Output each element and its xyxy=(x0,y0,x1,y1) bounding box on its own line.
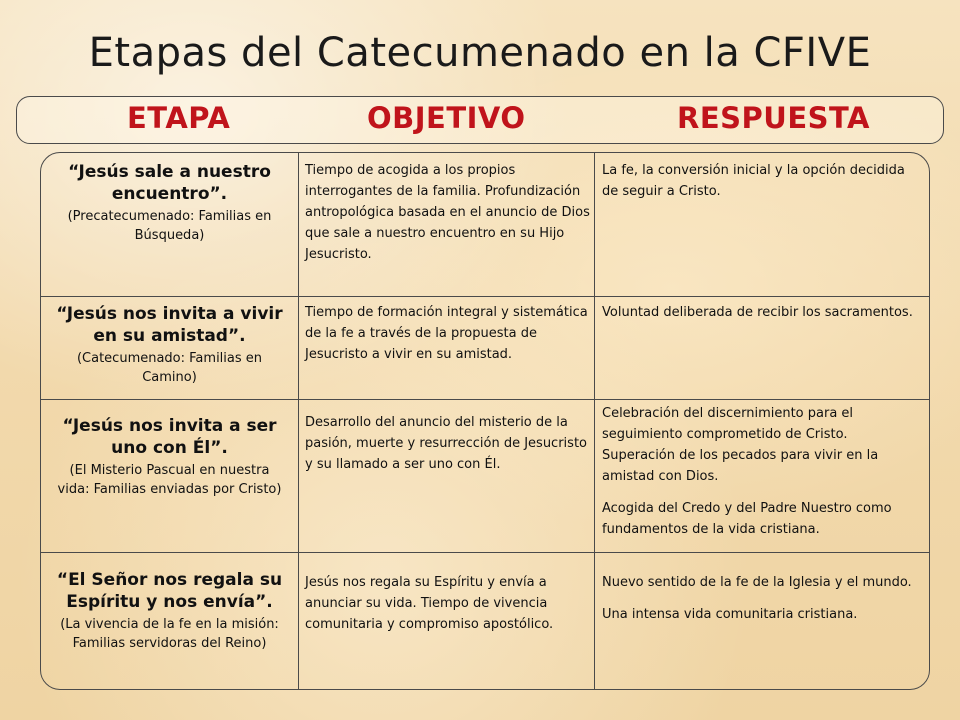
respuesta-cell xyxy=(602,302,922,323)
column-divider xyxy=(298,153,299,689)
header-objetivo: OBJETIVO xyxy=(367,101,526,135)
respuesta-text: Acogida del Credo y del Padre Nuestro como fundamentos de la vida cristiana. xyxy=(602,501,892,537)
objetivo-cell xyxy=(305,572,590,635)
row-divider xyxy=(41,552,929,553)
row-divider xyxy=(41,399,929,400)
objetivo-cell xyxy=(305,302,590,365)
etapa-cell xyxy=(41,569,298,653)
respuesta-cell xyxy=(602,160,922,202)
etapa-cell xyxy=(41,161,298,245)
respuesta-text: Nuevo sentido de la fe de la Iglesia y el mundo. xyxy=(602,575,912,590)
etapa-title: “Jesús nos invita a vivir en su amistad”. xyxy=(56,304,283,346)
respuesta-text: La fe, la conversión inicial y la opción decidida de seguir a Cristo. xyxy=(602,163,905,199)
respuesta-text: Una intensa vida comunitaria cristiana. xyxy=(602,607,858,622)
respuesta-cell xyxy=(602,403,922,540)
etapa-title: “Jesús sale a nuestro encuentro”. xyxy=(68,162,271,204)
respuesta-text: Celebración del discernimiento para el seguimiento comprometido de Cristo. Superación de los pecados para vivir en la amistad con Dios. xyxy=(602,406,879,484)
objetivo-text: Tiempo de formación integral y sistemática de la fe a través de la propuesta de Jesucristo a vivir en su amistad. xyxy=(305,305,588,362)
column-divider xyxy=(594,153,595,689)
column-header-bar xyxy=(16,96,944,144)
objetivo-text: Tiempo de acogida a los propios interrogantes de la familia. Profundización antropológica basada en el anuncio de Dios que sale a nuestro encuentro en su Hijo Jesucristo. xyxy=(305,163,590,262)
etapa-title: “El Señor nos regala su Espíritu y nos envía”. xyxy=(56,570,283,612)
etapa-subtitle: (El Misterio Pascual en nuestra vida: Familias enviadas por Cristo) xyxy=(57,463,282,497)
row-divider xyxy=(41,296,929,297)
stages-table xyxy=(40,152,930,690)
objetivo-cell xyxy=(305,412,590,475)
etapa-subtitle: (La vivencia de la fe en la misión: Familias servidoras del Reino) xyxy=(60,617,279,651)
respuesta-text: Voluntad deliberada de recibir los sacramentos. xyxy=(602,305,913,320)
header-etapa: ETAPA xyxy=(127,101,231,135)
page-title: Etapas del Catecumenado en la CFIVE xyxy=(88,30,872,76)
objetivo-cell xyxy=(305,160,590,265)
header-respuesta: RESPUESTA xyxy=(677,101,870,135)
objetivo-text: Desarrollo del anuncio del misterio de la pasión, muerte y resurrección de Jesucristo y su llamado a ser uno con Él. xyxy=(305,415,587,472)
etapa-cell xyxy=(41,303,298,387)
etapa-title: “Jesús nos invita a ser uno con Él”. xyxy=(62,416,277,458)
etapa-subtitle: (Catecumenado: Familias en Camino) xyxy=(76,351,263,385)
objetivo-text: Jesús nos regala su Espíritu y envía a anunciar su vida. Tiempo de vivencia comunitaria y compromiso apostólico. xyxy=(305,575,554,632)
respuesta-cell xyxy=(602,572,922,625)
etapa-cell xyxy=(41,415,298,499)
etapa-subtitle: (Precatecumenado: Familias en Búsqueda) xyxy=(67,209,272,243)
